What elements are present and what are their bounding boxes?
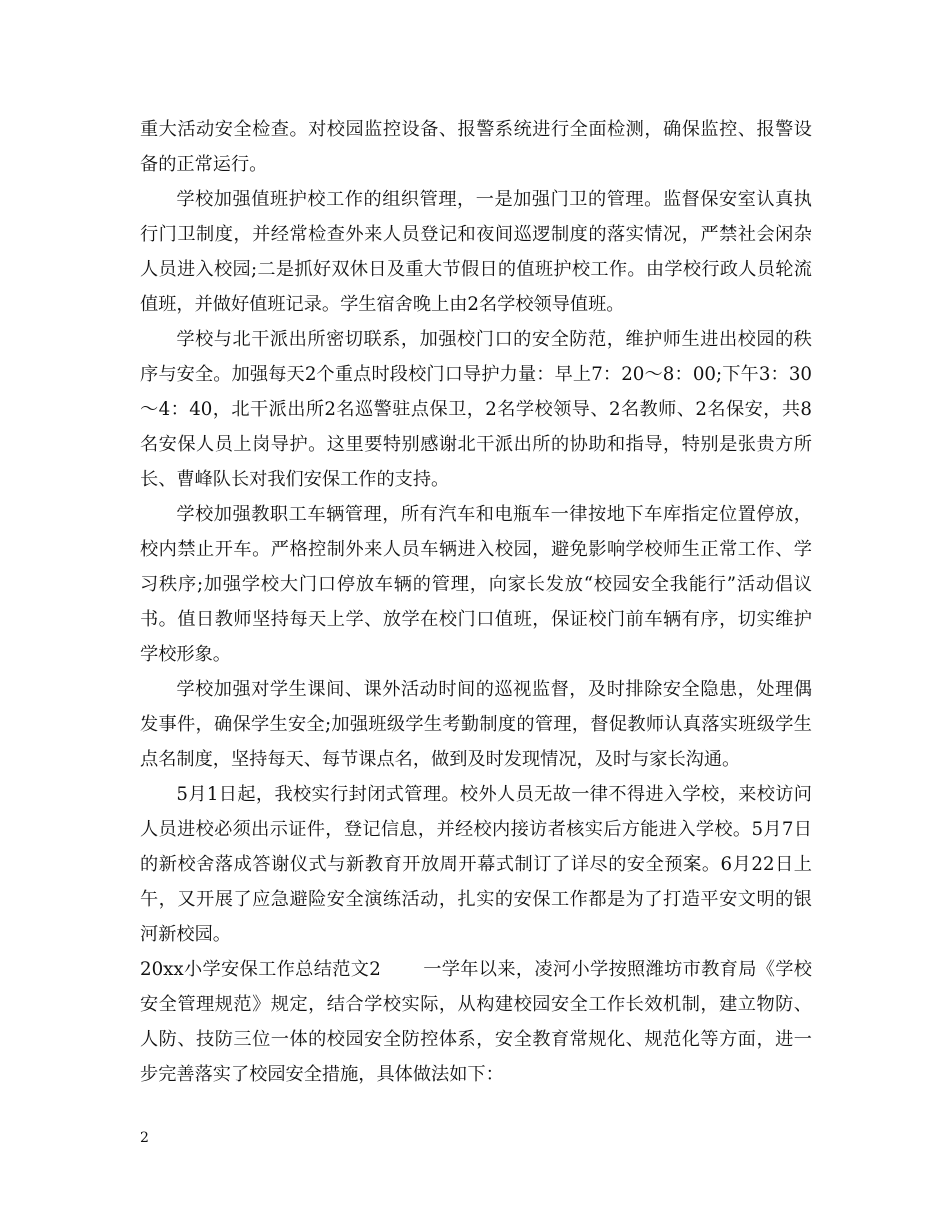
- paragraph-4: 学校加强教职工车辆管理，所有汽车和电瓶车一律按地下车库指定位置停放，校内禁止开车。严格控制外来人员车辆进入校园，避免影响学校师生正常工作、学习秩序;加强学校大门口停放车辆的管理，向家长发放“校园安全我能行”活动倡议书。值日教师坚持每天上学、放学在校门口值班，保证校门前车辆有序，切实维护学校形象。: [140, 504, 812, 665]
- paragraph-2: 学校加强值班护校工作的组织管理，一是加强门卫的管理。监督保安室认真执行门卫制度，并经常检查外来人员登记和夜间巡逻制度的落实情况，严禁社会闲杂人员进入校园;二是抓好双休日及重大节假日的值班护校工作。由学校行政人员轮流值班，并做好值班记录。学生宿舍晚上由2名学校领导值班。: [140, 189, 812, 315]
- paragraph-1: 重大活动安全检查。对校园监控设备、报警系统进行全面检测，确保监控、报警设备的正常运行。: [140, 119, 812, 175]
- section-heading: 20xx小学安保工作总结范文2: [140, 959, 381, 980]
- section-paragraph: [140, 952, 812, 1092]
- paragraph-5: 学校加强对学生课间、课外活动时间的巡视监督，及时排除安全隐患，处理偶发事件，确保学生安全;加强班级学生考勤制度的管理，督促教师认真落实班级学生点名制度，坚持每天、每节课点名，做到及时发现情况，及时与家长沟通。: [140, 679, 812, 770]
- section-body: 一学年以来，凌河小学按照潍坊市教育局《学校安全管理规范》规定，结合学校实际，从构建校园安全工作长效机制，建立物防、人防、技防三位一体的校园安全防控体系，安全教育常规化、规范化等方面，进一步完善落实了校园安全措施，具体做法如下：: [140, 959, 812, 1085]
- paragraph-3: 学校与北干派出所密切联系，加强校门口的安全防范，维护师生进出校园的秩序与安全。加强每天2个重点时段校门口导护力量：早上7：20～8：00;下午3：30～4：40，北干派出所2名巡警驻点保卫，2名学校领导、2名教师、2名保安，共8名安保人员上岗导护。这里要特别感谢北干派出所的协助和指导，特别是张贵方所长、曹峰队长对我们安保工作的支持。: [140, 329, 812, 490]
- paragraph-6: 5月1日起，我校实行封闭式管理。校外人员无故一律不得进入学校，来校访问人员进校必须出示证件，登记信息，并经校内接访者核实后方能进入学校。5月7日的新校舍落成答谢仪式与新教育开放周开幕式制订了详尽的安全预案。6月22日上午，又开展了应急避险安全演练活动，扎实的安保工作都是为了打造平安文明的银河新校园。: [140, 784, 812, 945]
- page-number: 2: [140, 1130, 149, 1146]
- document-body: [140, 112, 812, 1092]
